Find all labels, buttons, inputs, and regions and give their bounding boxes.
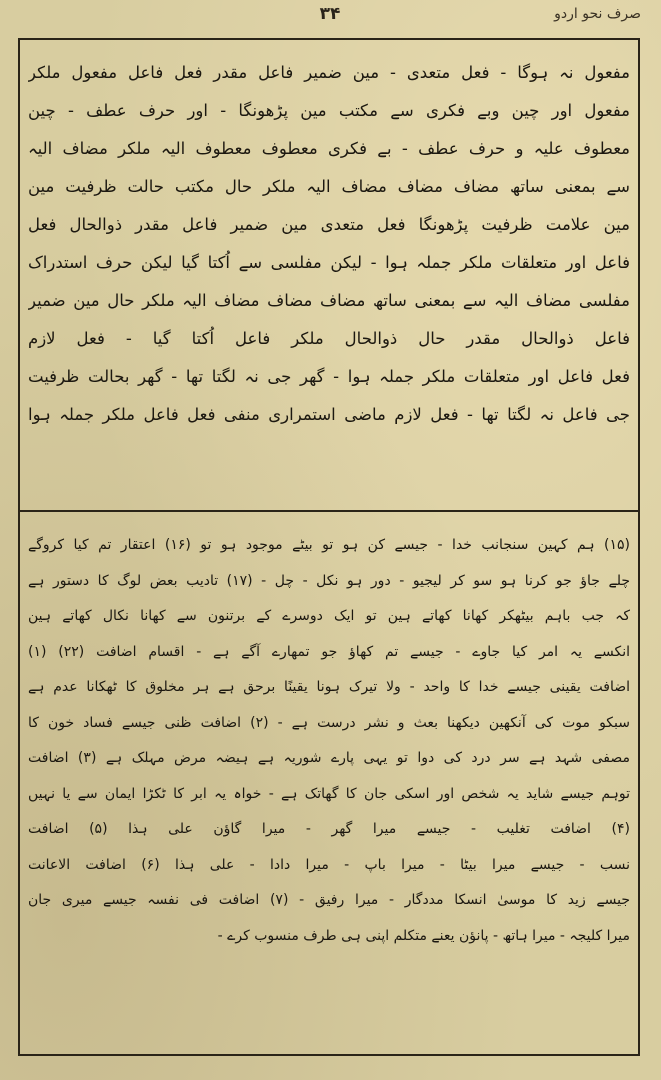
text-line: مین علامت ظرفیت پڑھونگا فعل متعدی مین ضمیر فاعل مقدر ذوالحال فعل (28, 215, 630, 234)
text-line: فاعل اور متعلقات ملکر جملہ ہوا - لیکن مفلسی سے اُکتا گیا لیکن حرف استدراک (28, 253, 630, 272)
text-line: سبکو موت کی آنکھین دیکھنا بعث و نشر درست ہے - (۲) اضافت ظنی جیسے فساد خون کا (28, 714, 630, 731)
text-line: چلے جاؤ جو کرنا ہو سو کر لیجیو - دور ہو نکل - چل - (۱۷) تادیب بعض لوگ کا دستور ہے (28, 572, 630, 589)
text-line: (۱۵) ہم کہین سنجانب خدا - جیسے کن ہو تو بیٹے موجود ہو تو (۱۶) اعتقار تم کیا کروگے (28, 537, 630, 553)
page-number: ۳۴ (319, 4, 341, 24)
page-frame (18, 38, 640, 1056)
text-line: مفلسی مضاف الیہ سے بمعنی ساتھ مضاف مضاف مضاف الیہ ملکر حال مین ضمیر (28, 291, 630, 310)
text-line: فاعل ذوالحال مقدر حال ذوالحال ملکر فاعل اُکتا گیا - فعل لازم (28, 329, 630, 348)
text-line: مصفی شہد ہے سر درد کی دوا تو یہی پارے شوریہ ہے ہیضہ مرض مہلک ہے (۳) اضافت (28, 750, 630, 766)
text-line: سے بمعنی ساتھ مضاف مضاف مضاف الیہ ملکر حال مکتب حالت ظرفیت مین (28, 177, 630, 196)
text-line: مفعول نہ ہوگا - فعل متعدی - مین ضمیر فاعل مقدر فعل فاعل مفعول ملکر (28, 63, 630, 82)
text-line: معطوف علیہ و حرف عطف - بے فکری معطوف معطوف الیہ ملکر مضاف الیہ (28, 139, 630, 158)
text-line: جیسے زید کا موسیٰ انسکا مددگار - میرا رفیق - (۷) اضافت فی نفسہ جیسے میری جان (28, 892, 630, 908)
text-line: نسب - جیسے میرا بیٹا - میرا باپ - میرا دادا - علی ہذا (۶) اضافت الاعانت (28, 856, 630, 873)
text-line: میرا کلیجہ - میرا ہاتھ - پانؤن یعنے متکلم اپنی ہی طرف منسوب کرے - (217, 927, 630, 944)
text-line: انکسے یہ امر کیا جاوے - جیسے تم کھاؤ جو تمھارے آگے ہے - اقسام اضافت (۲۲) (۱) (28, 643, 630, 660)
text-line: اضافت یقینی جیسے خدا کا واحد - ولا تیرک ہونا یقینًا برحق ہے ہر مخلوق کا ٹھکانا عدم ہے (28, 679, 630, 695)
text-line: فعل فاعل اور متعلقات ملکر جملہ ہوا - گھر جی نہ لگتا تھا - گھر بحالت ظرفیت (28, 367, 630, 386)
text-line: توہم جیسے شاید یہ شخص اور اسکی جان کا گھاتک ہے - خواہ یہ ابر کا ٹکڑا ایمان سے یا نہیں (28, 785, 630, 802)
text-line: کہ جب باہم بیٹھکر کھانا کھاتے ہین تو ایک دوسرے کے برتنون سے کھانا نکال کھاتے ہین (28, 608, 630, 624)
text-line: جی فاعل نہ لگتا تھا - فعل لازم ماضی استمراری منفی فعل فاعل ملکر جملہ ہوا (28, 405, 630, 424)
text-line: مفعول اور چین وبے فکری سے مکتب مین پڑھونگا - اور حرف عطف - چین (28, 101, 630, 120)
running-head: صرف نحو اردو (554, 6, 641, 22)
notes-section (20, 512, 638, 1054)
grammar-analysis-section (20, 40, 638, 512)
text-line: (۴) اضافت تغلیب - جیسے میرا گھر - میرا گاؤن علی ہذا (۵) اضافت (28, 821, 630, 837)
